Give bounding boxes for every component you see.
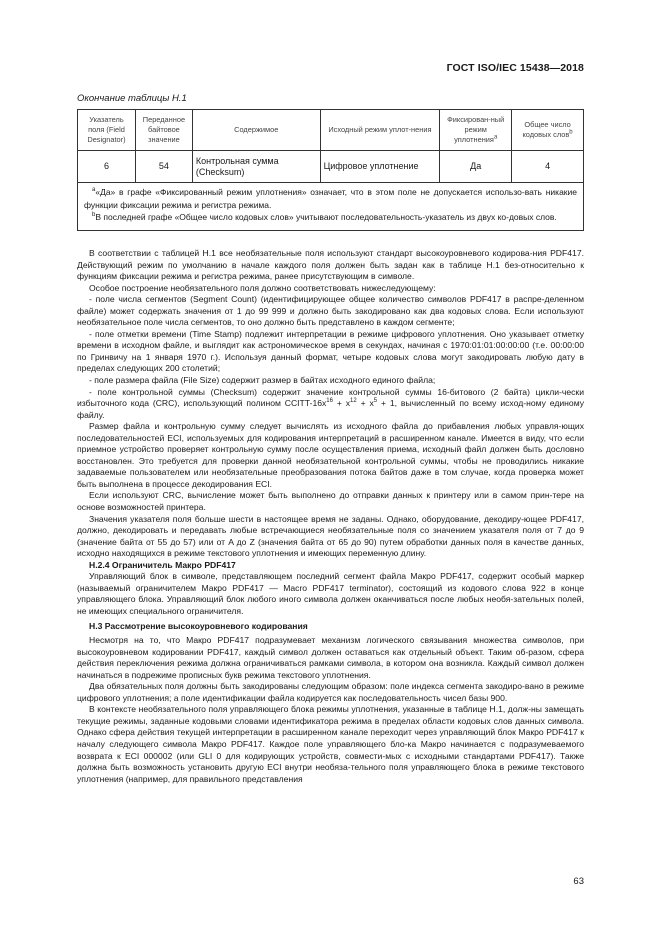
table-cell: 6 [78, 151, 136, 183]
table-header-cell: Исходный режим уплот-нения [320, 110, 440, 151]
paragraph: Размер файла и контрольную сумму следует вычислять из исходного файла до прибавления любых управля-ющих последовательностей ECI, используемых для кодирования интерпретаций в расширенном канале. Имеется в виду, что если приемное устройство проверяет контрольную сумму после осуществления приема, исходный файл должен быть дословно восстановлен. Это требуется для проверки данной необязательной контрольной суммы, чтобы не проводились никакие задаваемые пользователем или необязательные преобразования потока байтов даже в том случае, когда проверка может быть выполнена в процессе декодирования ECI. [77, 421, 584, 489]
paragraph-checksum [77, 387, 584, 422]
header-text: Фиксирован-ный режим уплотнения [447, 115, 505, 144]
text-run: + x [356, 398, 374, 409]
table-header-cell [440, 110, 512, 151]
paragraph: В контексте необязательного поля управляющего блока режимы уплотнения, указанные в таблице Н.1, долж-ны замещать текущие режимы, заданные кодовыми словами идентификатора режима в пределах области кодовых слов данных символа. Однако сфера действия текущей интерпретации в расширенном канале переходит через управляющий блок Макро PDF417 к началу следующего символа Макро PDF417. Каждое поле управляющего бло-ка Макро начинается с подразумеваемого возврата к ECI 000002 (или GLI 0 для кодирующих устройств, совмести-мых с исходными стандартами PDF417). Также должна быть возможность установить другую ECI внутри необяза-тельного поля управляющего блока в режиме текстового уплотнения (например, для правильного представления [77, 704, 584, 784]
footnote-mark-a: a [92, 187, 96, 194]
note-a [84, 186, 577, 211]
page-number: 63 [573, 876, 584, 887]
paragraph: - поле отметки времени (Time Stamp) подлежит интерпретации в режиме цифрового уплотнения. Оно указывает отметку времени в исходном файле, и выглядит как астрономическое время в секундах, начиная с 1970:01:01:00:00:00 (т.е. 00:00:00 по Гринвичу на 1 января 1970 г.). Используя данный формат, четыре кодовых слова могут закодировать любую дату в пределах следующих 200 столетий; [77, 328, 584, 374]
section-heading: Н.3 Рассмотрение высокоуровневого кодирования [89, 620, 308, 631]
table-header-cell: Содержимое [192, 110, 320, 151]
body-text [77, 248, 584, 785]
table-caption: Окончание таблицы Н.1 [77, 93, 187, 104]
section-heading: Н.2.4 Ограничитель Макро PDF417 [89, 559, 236, 570]
exponent: 5 [373, 398, 378, 405]
exponent: 16 [326, 398, 333, 405]
table-row [78, 151, 584, 183]
paragraph: Управляющий блок в символе, представляющем последний сегмент файла Макро PDF417, содержит особый маркер (называемый ограничителем Макро PDF417 — Macro PDF417 terminator), состоящий из кодового слова 922 в конце управляющего блока. Управляющий блок любого иного символа должен оканчиваться после любых необя-зательных полей, не имеющих специального ограничителя. [77, 571, 584, 616]
note-a-text: «Да» в графе «Фиксированный режим уплотнения» означает, что в этом поле не допускается использо-вать никакие функции фиксации режима и регистра режима. [84, 187, 577, 210]
paragraph: Значения указателя поля больше шести в настоящее время не заданы. Однако, оборудование, декодиру-ющее PDF417, должно, декодировать и передавать любые встречающиеся необязательные поля со значением указателя поля от 7 до 9 (значение байта от 55 до 57) или от A до Z (значения байта от 65 до 90) путем обработки данных поля в качестве данных, исходно находящихся в режиме текстового уплотнения и имеющих переменную длину. [77, 513, 584, 559]
table-cell: 54 [135, 151, 192, 183]
paragraph: Если используют CRC, вычисление может быть выполнено до отправки данных к принтеру или в самом прин-тере на основе возможностей принтера. [77, 490, 584, 513]
exponent: 12 [350, 398, 357, 405]
text-run: + x [332, 398, 351, 409]
table-cell: Контрольная сумма (Checksum) [192, 151, 320, 183]
paragraph: - поле размера файла (File Size) содержит размер в байтах исходного единого файла; [89, 375, 436, 386]
paragraph: Особое построение необязательного поля должно соответствовать нижеследующему: [89, 282, 436, 293]
table-notes-row [78, 183, 584, 231]
header-text: Общее число кодовых слов [522, 120, 571, 139]
table-cell: Цифровое уплотнение [320, 151, 440, 183]
table-header-cell: Переданное байтовое значение [135, 110, 192, 151]
table-header-cell [512, 110, 584, 151]
table-notes [78, 183, 584, 231]
note-b-text: В последней графе «Общее число кодовых слов» учитывают последовательность-указатель из двух ко-довых слов. [95, 212, 557, 222]
note-b [84, 211, 577, 224]
table-cell: Да [440, 151, 512, 183]
footnote-mark-b: b [92, 212, 96, 219]
paragraph: В соответствии с таблицей Н.1 все необязательные поля используют стандарт высокоуровневого кодирова-ния PDF417. Действующий режим по умолчанию в начале каждого поля должен быть задан как в таблице Н.1 без-относительно к функциям фиксации режима и регистра режима, ранее присутствующим в символе. [77, 248, 584, 282]
document-header: ГОСТ ISO/IEC 15438—2018 [446, 62, 584, 74]
paragraph: Несмотря на то, что Макро PDF417 подразумевает механизм логического связывания множества символов, при высокоуровневом кодировании PDF417, каждый символ должен оставаться как отдельный объект. Таким об-разом, сфера действия переключения режима должна ограничиваться рамками символа, в котором она возникла. Каждый символ должен начинаться в подрежиме прописных букв режима текстового уплотнения. [77, 635, 584, 680]
table-header-cell: Указатель поля (Field Designator) [78, 110, 136, 151]
paragraph: Два обязательных поля должны быть закодированы следующим образом: поле индекса сегмента закодиро-вано в режиме цифрового уплотнения; а поле идентификации файла кодируется как последовательность чисел базы 900. [77, 681, 584, 703]
footnote-mark-b: b [569, 129, 573, 136]
footnote-mark-a: a [493, 134, 498, 141]
paragraph: - поле числа сегментов (Segment Count) (идентифицирующее общее количество символов PDF417 в распре-деленном файле) может содержать значения от 1 до 99 999 и должно быть закодировано как два кодовых слова. Если используют необязательное поле числа сегментов, то оно должно быть представлено в каждом сегменте; [77, 294, 584, 328]
table-header-row [78, 110, 584, 151]
text-run: + 1, вычисленный по всему исход-ному единому файлу. [77, 398, 584, 420]
table-cell: 4 [512, 151, 584, 183]
text-run: - поле контрольной суммы (Checksum) содержит значение контрольной суммы 16-битового (2 байта) цикли-чески избыточного кода (CRC), использующий полином CCITT-16x [77, 386, 584, 409]
table-h1 [77, 109, 584, 231]
